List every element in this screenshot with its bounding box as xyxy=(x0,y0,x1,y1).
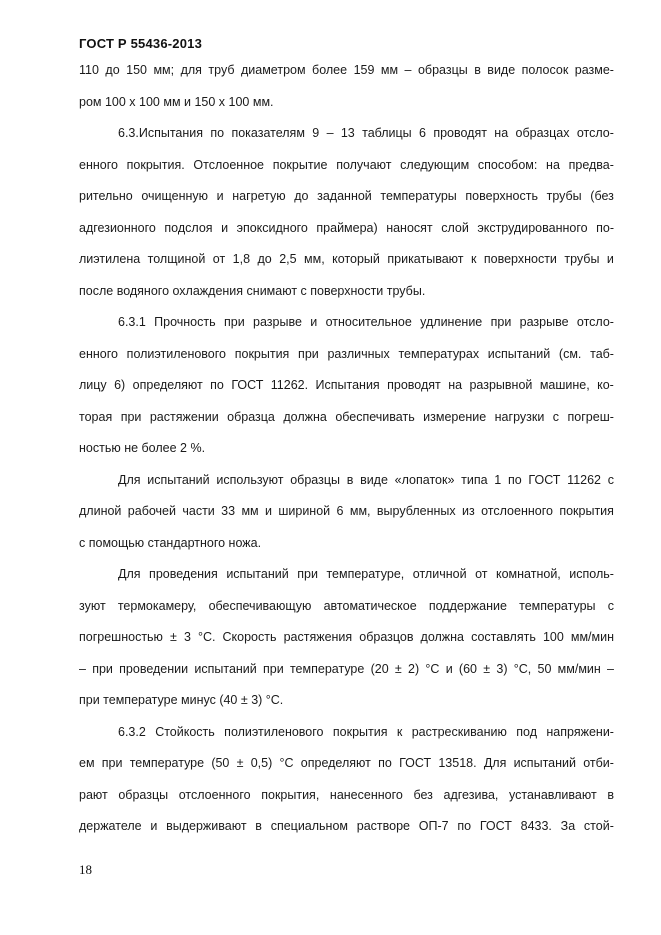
text-line: рают образцы отслоенного покрытия, нанесенного без адгезива, устанавливают в xyxy=(79,787,614,802)
text-line: Для испытаний используют образцы в виде «лопаток» типа 1 по ГОСТ 11262 с xyxy=(118,472,614,487)
text-line: – при проведении испытаний при температуре (20 ± 2) °С и (60 ± 3) °С, 50 мм/мин – xyxy=(79,661,614,676)
text-line: 6.3.Испытания по показателям 9 – 13 таблицы 6 проводят на образцах отсло- xyxy=(118,126,614,140)
paragraph-6-3-2 xyxy=(79,717,614,843)
text-line: длиной рабочей части 33 мм и шириной 6 мм, вырубленных из отслоенного покрытия xyxy=(79,504,614,518)
paragraph-6-3-1 xyxy=(79,307,614,465)
text-line: погрешностью ± 3 °С. Скорость растяжения образцов должна составлять 100 мм/мин xyxy=(79,630,614,644)
text-line: Для проведения испытаний при температуре, отличной от комнатной, исполь- xyxy=(118,567,614,581)
text-line: 6.3.1 Прочность при разрыве и относительное удлинение при разрыве отсло- xyxy=(118,315,614,329)
document-header: ГОСТ Р 55436-2013 xyxy=(79,36,203,51)
text-line: 110 до 150 мм; для труб диаметром более 159 мм – образцы в виде полосок разме- xyxy=(79,63,614,77)
text-line: рительно очищенную и нагретую до заданной температуры поверхность трубы (без xyxy=(79,189,614,203)
text-line: ром 100 х 100 мм и 150 х 100 мм. xyxy=(79,94,274,109)
text-line: лицу 6) определяют по ГОСТ 11262. Испытания проводят на разрывной машине, ко- xyxy=(79,378,614,392)
text-line: при температуре минус (40 ± 3) °С. xyxy=(79,693,284,707)
text-line: енного покрытия. Отслоенное покрытие получают следующим способом: на предва- xyxy=(79,157,614,172)
paragraph-6-3 xyxy=(79,118,614,307)
text-line: после водяного охлаждения снимают с поверхности трубы. xyxy=(79,283,426,298)
paragraph-temperature xyxy=(79,559,614,717)
page-number: 18 xyxy=(79,862,92,877)
text-line: адгезионного подслоя и эпоксидного праймера) наносят слой экструдированного по- xyxy=(79,220,614,235)
text-line: ем при температуре (50 ± 0,5) °С определяют по ГОСТ 13518. Для испытаний отби- xyxy=(79,756,614,770)
text-line: с помощью стандартного ножа. xyxy=(79,535,262,550)
document-body xyxy=(79,55,614,843)
text-line: ностью не более 2 %. xyxy=(79,441,206,455)
text-line: енного полиэтиленового покрытия при различных температурах испытаний (см. таб- xyxy=(79,346,614,361)
text-line: зуют термокамеру, обеспечивающую автоматическое поддержание температуры с xyxy=(79,598,614,613)
paragraph-continuation xyxy=(79,55,614,118)
text-line: торая при растяжении образца должна обеспечивать измерение нагрузки с погреш- xyxy=(79,409,614,424)
paragraph-specimens xyxy=(79,465,614,560)
text-line: держателе и выдерживают в специальном растворе ОП-7 по ГОСТ 8433. За стой- xyxy=(79,819,614,833)
text-line: лиэтилена толщиной от 1,8 до 2,5 мм, который прикатывают к поверхности трубы и xyxy=(79,252,614,266)
text-line: 6.3.2 Стойкость полиэтиленового покрытия к растрескиванию под напряжени- xyxy=(118,724,614,739)
